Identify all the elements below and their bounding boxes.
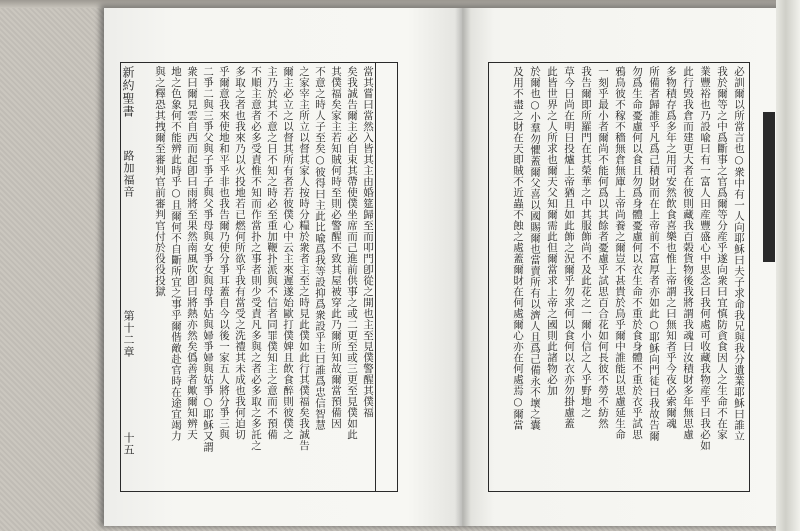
text-column: 我於爾等之中爲斷事之官爲爾等分産乎遂向衆曰宜慎防貪食因人之生命不在家 <box>716 66 728 440</box>
text-column: 此皆世界之人所求也爾天父知爾需此但爾當求上帝之國則此諸物必加 <box>546 66 558 396</box>
book-title: 新約聖書 <box>121 66 135 118</box>
text-column: 之家宰主所立以督其家人按時分糧於衆者主至之時見此僕如此行其僕福矣我誠告 <box>298 66 310 451</box>
page-number: 十五 <box>122 432 135 456</box>
page-edges <box>776 0 800 531</box>
text-column: 業豐裕也乃設喩曰有一富人田産豐盛心中思念曰我何處可收藏我物産乎曰我必如 <box>699 66 711 451</box>
text-column: 此行毁我倉而建更大者在彼則藏我百榖貨物後我將謂我魂曰汝積財多年無思慮 <box>682 66 694 440</box>
text-column: 所備者歸誰乎凡爲己積財而在上帝前不富厚者亦如此○耶穌向門徒曰我故告爾 <box>648 66 660 442</box>
text-column: 爾主必立之以督其所有者若彼僕心中云主來遲遂始歐打僕婢且飲食醉則彼僕之 <box>282 66 294 440</box>
text-column: 必訓爾以所當言也○衆中有一人向耶穌曰夫子求命我兄與我分遺業耶穌曰誰立 <box>733 66 745 442</box>
text-column: 二爭二與三爭父與子爭子與父爭母與女爭女與母爭姑與婦爭婦與姑爭○耶穌又謂 <box>202 66 214 453</box>
page-tab-marker <box>763 112 775 262</box>
text-column: 多取之者也我來乃以火投地若已燃何所欲乎我有當受之洗禮其未成也我何迫切 <box>234 66 246 440</box>
book-gutter <box>455 8 471 526</box>
text-column: 勿爲生命憂慮何以食且勿爲身體憂慮何以衣生命不重於食身體不重於衣乎試思 <box>631 66 643 440</box>
text-column: 草今日尚在明日投爐上帝猶且如此飾之況爾乎勿求何以食何以衣亦勿掛慮蓋 <box>563 66 575 429</box>
text-column: 地之色象何不能辨此時乎○且爾何不自斷所宜之事乎爾偕敵赴官時在途宜竭力 <box>170 66 182 442</box>
text-column: 不順主意者必多受責惟不知而作當扑之事者則少受責凡多與之者必多取之多託之 <box>250 66 262 451</box>
text-column: 及用不盡之財在天即賊不近蟲不蝕之處蓋爾財在何處爾心亦在何處焉○爾當 <box>512 66 524 431</box>
chapter-label: 第十二章 <box>122 310 135 358</box>
text-column: 乎爾意我來使地和平乎非也我告爾乃使分爭耳蓋自今以後一家五人將分爭三與 <box>218 66 230 440</box>
text-column: 當其嘗曰當然入皆其主由婚筵歸至而叩門卽從之開也主至見僕警醒其僕福 <box>362 66 374 418</box>
text-column: 多物積存爲多年之用可安然飲食喜樂也惟上帝謂之曰無知者乎今夜必索爾魂 <box>665 66 677 429</box>
text-column: 於爾也○小羣勿懼蓋爾父喜以國賜爾也當賣所有以濟人且爲己備永不壞之囊 <box>529 66 541 431</box>
text-column: 一刻乎最小者爾尚不能何爲以其餘者憂慮乎試思百合花如何長彼不勞不紡然 <box>597 66 609 429</box>
text-column: 與之釋恐其拽爾至審判官前審判官付於役役投獄 <box>154 66 166 297</box>
text-column: 鴉鳥彼不稼不穡無倉無庫上帝尚養之爾豈不甚貴於鳥乎爾中誰能以思慮延生命 <box>614 66 626 440</box>
text-column: 我告爾即所羅門在其榮華之中其服飾尚不及此花之一爾小信之人乎野地之 <box>580 66 592 418</box>
text-column: 其僕福矣家主若知賊何時至則必警醒不致其屋被穿此乃爾所知故爾當預備因 <box>330 66 342 429</box>
book-name: 路加福音 <box>122 150 135 198</box>
text-column: 主乃於其不意之日不知之時必至重加鞭扑派與不信者同罪僕知主之意而不預備 <box>266 66 278 440</box>
text-column: 衆曰爾見雲自西而起卽曰雨將至果然南風吹卽曰將熱亦然矣僞善者歟爾知辨天 <box>186 66 198 440</box>
text-column: 矣我誠告爾主必自束其帶使僕坐席而己進前供事之或二更至或三更至見僕如此 <box>346 66 358 440</box>
left-margin-rule <box>375 63 376 491</box>
text-column: 不意之時人子至矣○彼得曰主此比喩爲我等設抑爲衆設乎主曰誰爲忠信智慧 <box>314 66 326 431</box>
